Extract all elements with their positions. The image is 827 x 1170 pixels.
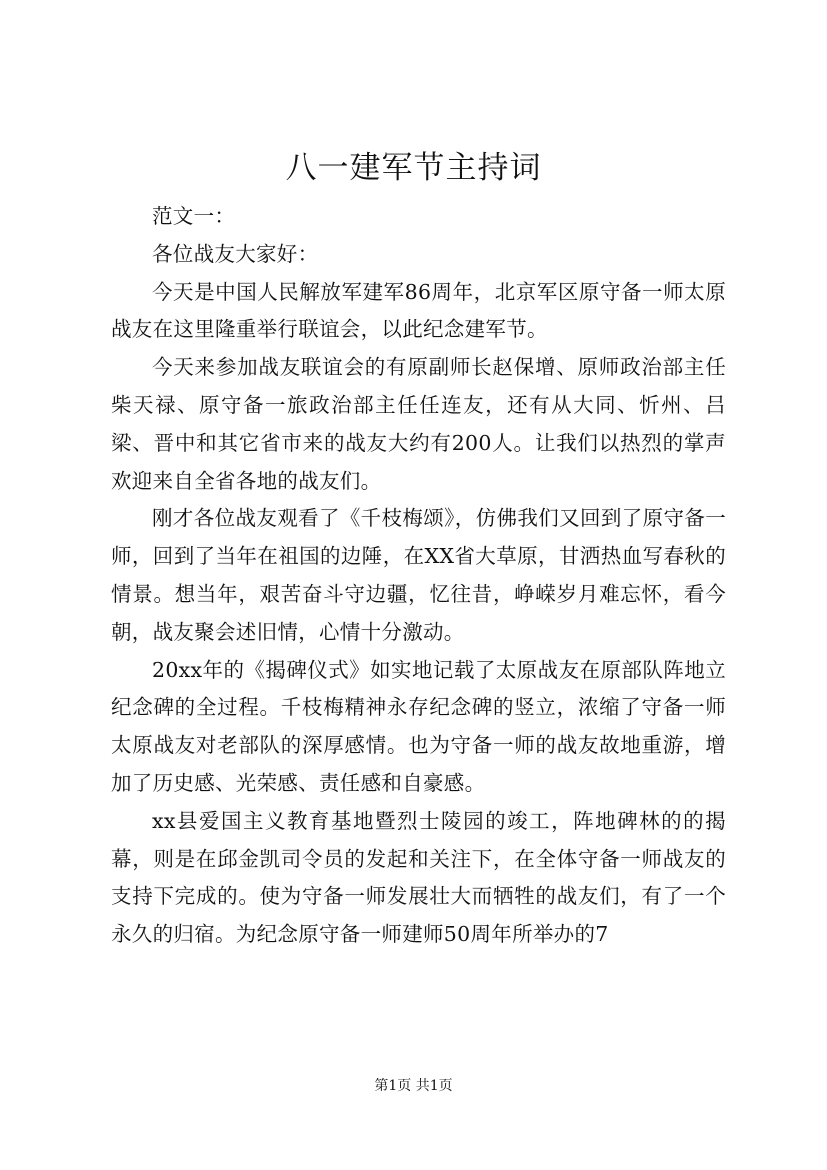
- paragraph-attendees: 今天来参加战友联谊会的有原副师长赵保增、原师政治部主任柴天禄、原守备一旅政治部主任任连友，还有从大同、忻州、吕梁、晋中和其它省市来的战友大约有200人。让我们以热烈的掌声欢迎来自全省各地的战友们。: [111, 355, 726, 493]
- page-number-footer: 第1页 共1页: [374, 1078, 453, 1094]
- paragraph-cemetery: xx县爱国主义教育基地暨烈士陵园的竣工，阵地碑林的的揭幕，则是在邱金凯司令员的发起和关注下，在全体守备一师战友的支持下完成的。使为守备一师发展壮大而牺牲的战友们，有了一个永久的归宿。为纪念原守备一师建师50周年所举办的7: [111, 808, 726, 947]
- paragraph-greeting: 各位战友大家好：: [152, 241, 319, 266]
- paragraph-monument: 20xx年的《揭碑仪式》如实地记载了太原战友在原部队阵地立纪念碑的全过程。千枝梅精神永存纪念碑的竖立，浓缩了守备一师太原战友对老部队的深厚感情。也为守备一师的战友故地重游，增加了历史感、光荣感、责任感和自豪感。: [111, 657, 726, 795]
- document-body: [111, 198, 726, 954]
- document-title: 八一建军节主持词: [285, 150, 542, 186]
- paragraph-intro: 今天是中国人民解放军建军86周年，北京军区原守备一师太原战友在这里隆重举行联谊会，以此纪念建军节。: [111, 279, 726, 342]
- paragraph-film: 刚才各位战友观看了《千枝梅颂》，仿佛我们又回到了原守备一师，回到了当年在祖国的边陲，在XX省大草原，甘洒热血写春秋的情景。想当年，艰苦奋斗守边疆，忆往昔，峥嵘岁月难忘怀，看今朝，战友聚会述旧情，心情十分激动。: [111, 506, 726, 644]
- paragraph-salutation-label: 范文一：: [152, 204, 236, 228]
